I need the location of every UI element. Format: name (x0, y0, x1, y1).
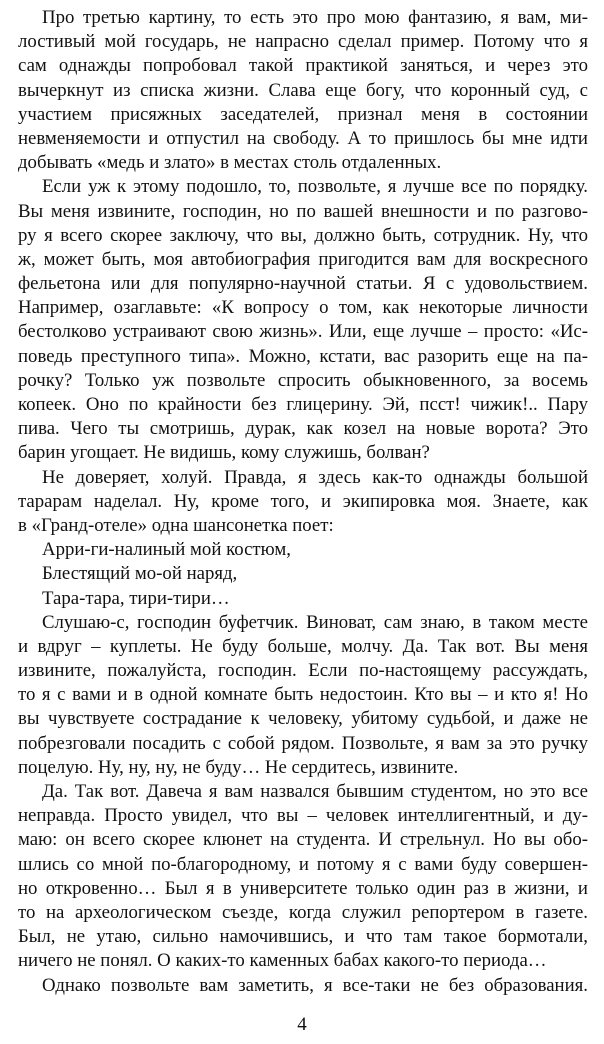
verse (18, 538, 588, 611)
text-line: Не доверяет, холуй. Правда, я здесь как-то однажды большой (42, 466, 588, 488)
verse-line: Арри-ги-налиный мой костюм, (42, 539, 292, 561)
text-line: то на археологическом съезде, когда служил репортером в газете. (18, 901, 588, 923)
paragraph (18, 466, 588, 539)
text-line: Например, озаглавьте: «К вопросу о том, как некоторые личности (18, 297, 588, 319)
paragraph (18, 611, 588, 780)
text-line: фельетона или для популярно-научной статьи. Я с удовольствием. (18, 273, 588, 295)
text-line: Вы меня извините, господин, но по вашей внешности и по разгово- (18, 200, 588, 222)
text-line: Про третью картину, то есть это про мою фантазию, я вам, ми- (42, 7, 588, 28)
text-line: шлись со мной по-благородному, и потому я с вами буду совершен- (18, 853, 588, 875)
text-line: вычеркнут из списка жизни. Слава еще богу, что коронный суд, с (18, 79, 588, 101)
page-text (18, 6, 588, 998)
page-number: 4 (297, 1014, 307, 1035)
text-line: Да. Так вот. Давеча я вам назвался бывшим студентом, но это все (42, 781, 588, 802)
text-line: извините, пожалуйста, господин. Если по-настоящему рассуждать, (18, 660, 588, 682)
text-line: поцелую. Ну, ну, ну, не буду… Не сердитесь, извините. (18, 756, 459, 778)
text-line: Был, не утаю, сильно намочившись, и что там такое бормотали, (18, 926, 588, 948)
text-line: добывать «медь и злато» в местах столь отдаленных. (18, 152, 442, 174)
text-line: Однако позвольте вам заметить, я все-таки не без образования. (42, 974, 588, 996)
text-line: рочку? Только уж позвольте спросить обыкновенного, за восемь (18, 369, 588, 391)
text-line: то я с вами и в одной комнате быть недостоин. Кто вы – и кто я! Но (18, 684, 588, 706)
text-line: участием присяжных заседателей, признал меня в состоянии (18, 103, 588, 125)
text-line: ру я всего скорее заключу, что вы, должно быть, сотрудник. Ну, что (18, 224, 588, 246)
text-line: барин угощает. Не видишь, кому служишь, болван? (18, 442, 430, 464)
text-line: бестолково устраивают свою жизнь». Или, еще лучше – просто: «Ис- (18, 321, 588, 343)
text-line: невменяемости и отпустил на свободу. А то пришлось бы мне идти (18, 127, 588, 149)
text-line: но откровенно… Был я в университете только один раз в жизни, и (18, 877, 588, 899)
paragraph (18, 6, 588, 175)
text-line: поведь преступного типа». Можно, кстати, вас разорить еще на па- (18, 345, 588, 367)
text-line: неправда. Просто увидел, что вы – человек интеллигентный, и ду- (18, 805, 588, 827)
text-line: вы чувствуете сострадание к человеку, убитому судьбой, и даже не (18, 708, 588, 730)
text-line: ничего не понял. О каких-то каменных бабах какого-то периода… (18, 950, 547, 972)
verse-line: Блестящий мо-ой наряд, (42, 563, 238, 585)
paragraph (18, 974, 588, 998)
paragraph (18, 780, 588, 974)
text-line: пива. Чего ты смотришь, дурак, как козел на новые ворота? Это (18, 418, 588, 440)
paragraph (18, 175, 588, 465)
text-line: маю: он всего скорее клюнет на студента. И стрельнул. Но вы обо- (18, 829, 588, 851)
text-line: Если уж к этому подошло, то, позвольте, я лучше все по порядку. (42, 176, 588, 198)
text-line: копеек. Оно по крайности без глицерину. Эй, псст! чижик!.. Пару (18, 394, 588, 415)
text-line: побрезговали посадить с собой рядом. Позвольте, я вам за это ручку (18, 732, 588, 754)
text-line: сам однажды попробовал такой практикой заняться, и через это (18, 55, 588, 77)
text-line: Слушаю-с, господин буфетчик. Виноват, сам знаю, в таком месте (42, 611, 588, 633)
text-line: лостивый мой государь, не напрасно сделал пример. Потому что я (18, 31, 588, 53)
text-line: ж, может быть, моя автобиография пригодится вам для воскресного (18, 248, 588, 270)
text-line: и вдруг – куплеты. Не буду больше, молчу. Да. Так вот. Вы меня (18, 635, 588, 657)
text-line: в «Гранд-отеле» одна шансонетка поет: (18, 514, 334, 536)
text-line: тарарам наделал. Ну, кроме того, и экипировка моя. Знаете, как (18, 490, 588, 512)
verse-line: Тара-тара, тири-тири… (42, 587, 230, 609)
